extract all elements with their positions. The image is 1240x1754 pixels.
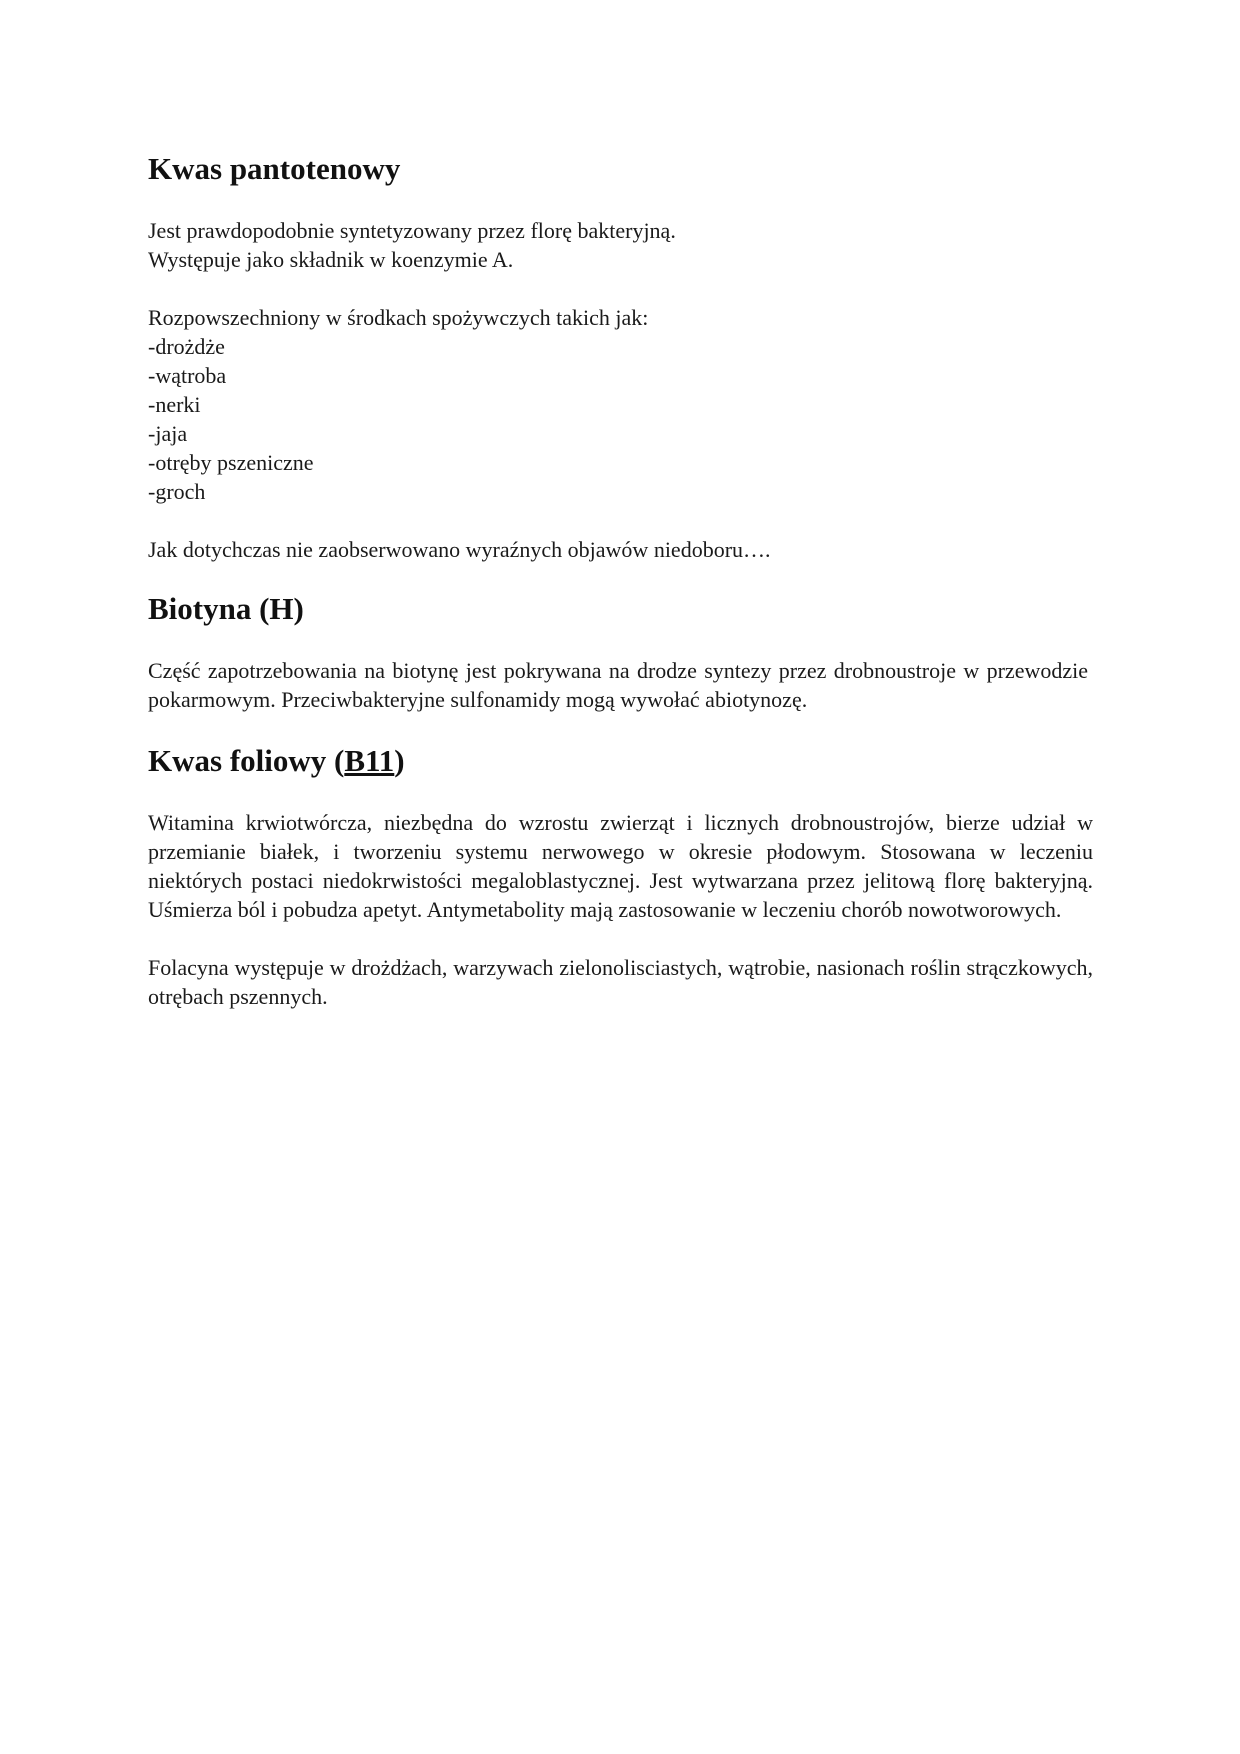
heading-kwas-pantotenowy: Kwas pantotenowy (148, 151, 401, 186)
list-item: -drożdże (148, 334, 225, 359)
b11-link[interactable]: B11 (344, 743, 395, 778)
list-item: -wątroba (148, 363, 227, 388)
list-item: -nerki (148, 392, 201, 417)
spacer (148, 274, 771, 303)
section-kwas-pantotenowy (148, 216, 771, 564)
paragraph-line: Występuje jako składnik w koenzymie A. (148, 247, 514, 272)
heading-kwas-foliowy (148, 742, 405, 780)
heading-close: ) (394, 743, 405, 778)
list-intro: Rozpowszechniony w środkach spożywczych takich jak: (148, 305, 649, 330)
spacer (148, 506, 771, 535)
spacer (148, 924, 1093, 953)
section-kwas-foliowy (148, 808, 1093, 1011)
paragraph-folic-description: Witamina krwiotwórcza, niezbędna do wzrostu zwierząt i licznych drobnoustrojów, bierze udział w przemianie białek, i tworzeniu systemu nerwowego w okresie płodowym. Stosowana w leczeniu niektórych postaci niedokrwistości megaloblastycznej. Jest wytwarzana przez jelitową florę bakteryjną. Uśmierza ból i pobudza apetyt. Antymetabolity mają zastosowanie w leczeniu chorób nowotworowych. (148, 810, 1093, 922)
heading-biotyna: Biotyna (H) (148, 591, 304, 626)
deficiency-note: Jak dotychczas nie zaobserwowano wyraźnych objawów niedoboru…. (148, 537, 771, 562)
list-item: -groch (148, 479, 206, 504)
paragraph-folic-sources: Folacyna występuje w drożdżach, warzywach zielonolisciastych, wątrobie, nasionach roślin strączkowych, otrębach pszennych. (148, 955, 1093, 1009)
list-item: -otręby pszeniczne (148, 450, 314, 475)
paragraph-line: Jest prawdopodobnie syntetyzowany przez florę bakteryjną. (148, 218, 676, 243)
paragraph-biotyna: Część zapotrzebowania na biotynę jest pokrywana na drodze syntezy przez drobnoustroje w przewodzie pokarmowym. Przeciwbakteryjne sulfonamidy mogą wywołać abiotynozę. (148, 658, 1088, 712)
heading-text: Kwas foliowy ( (148, 743, 345, 778)
list-item: -jaja (148, 421, 188, 446)
